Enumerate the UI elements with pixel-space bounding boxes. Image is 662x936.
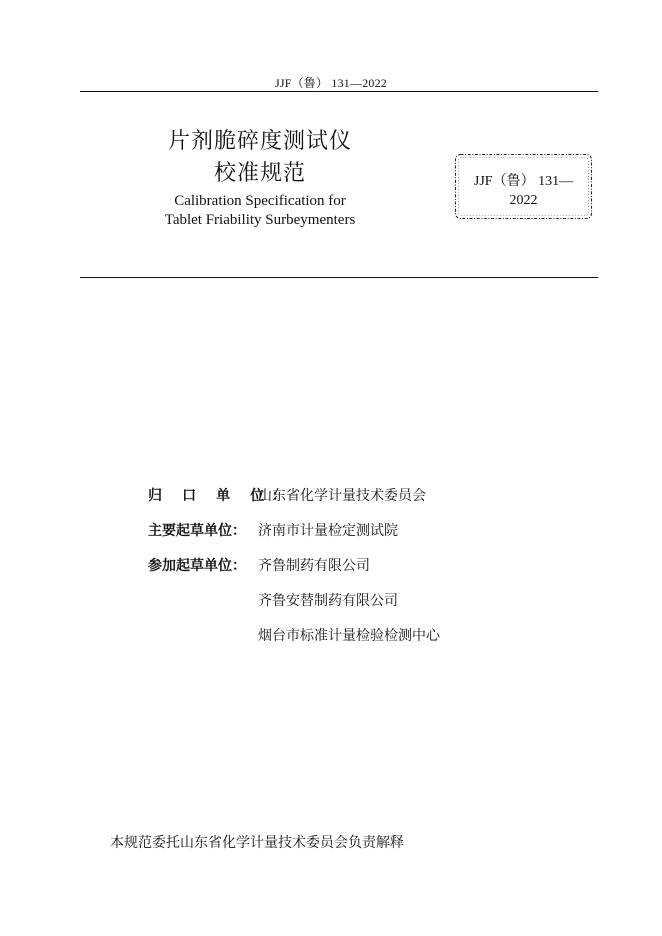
code-box-line-1: JJF（鲁） 131—	[473, 174, 574, 189]
participants-label: 参加起草单位：	[148, 558, 246, 574]
interpretation-note: 本规范委托山东省化学计量技术委员会负责解释	[110, 835, 404, 851]
participant-item: 齐鲁制药有限公司	[258, 558, 370, 574]
title-english-line-1: Calibration Specification for	[174, 193, 346, 209]
main-drafter-row	[148, 520, 440, 555]
title-block	[110, 126, 410, 230]
main-drafter-value: 济南市计量检定测试院	[258, 523, 398, 539]
participant-item: 齐鲁安替制药有限公司	[258, 593, 398, 609]
participant-row	[148, 590, 440, 625]
responsible-unit-row	[148, 485, 440, 520]
title-rule	[80, 277, 598, 278]
code-box-line-2: 2022	[509, 193, 538, 208]
participant-row	[148, 625, 440, 660]
organizations-section	[148, 485, 440, 660]
header-standard-code: JJF（鲁） 131—2022	[274, 76, 387, 90]
code-box-text	[453, 172, 594, 210]
main-drafter-label: 主要起草单位：	[148, 523, 246, 539]
participant-row	[148, 555, 440, 590]
participant-item: 烟台市标准计量检验检测中心	[258, 628, 440, 644]
title-english-line-2: Tablet Friability Surbeymenters	[164, 212, 356, 228]
standard-code-box	[453, 152, 594, 221]
responsible-unit-value: 山东省化学计量技术委员会	[258, 488, 426, 504]
title-chinese-line-1: 片剂脆碎度测试仪	[167, 129, 352, 154]
title-chinese-line-2: 校准规范	[213, 161, 306, 186]
responsible-unit-label: 归 口 单 位：	[148, 488, 294, 504]
header-rule	[80, 91, 598, 92]
